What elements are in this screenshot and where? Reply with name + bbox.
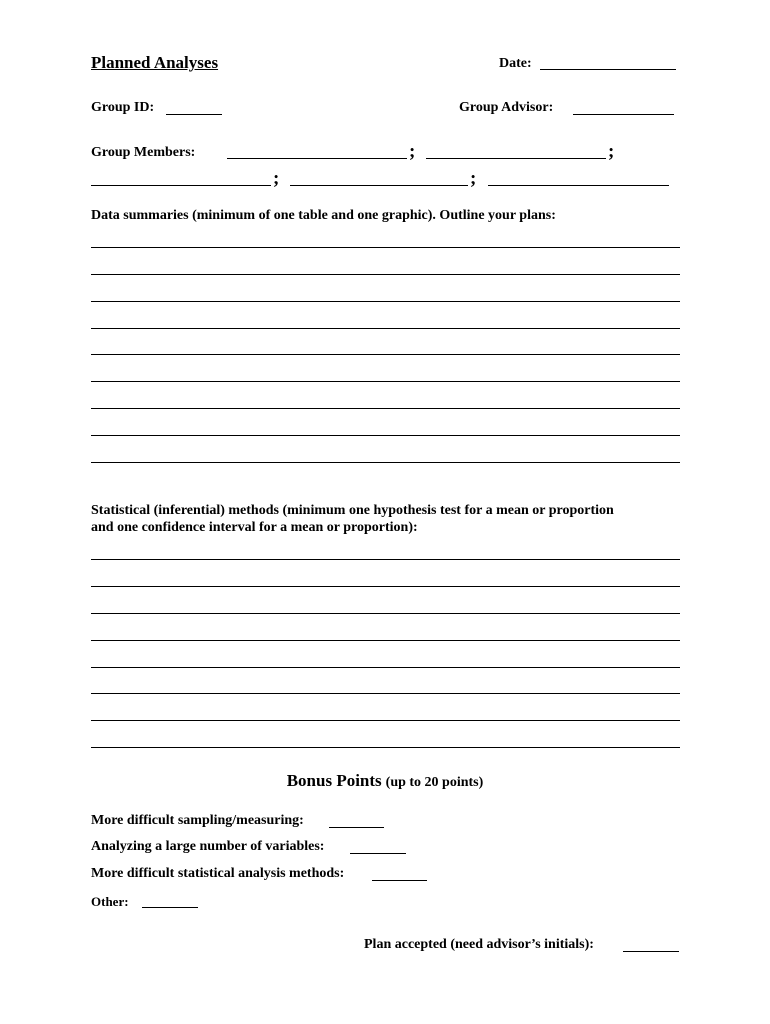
data-summaries-line[interactable] bbox=[91, 408, 680, 409]
data-summaries-line[interactable] bbox=[91, 435, 680, 436]
member-separator: ; bbox=[273, 168, 280, 189]
member-field-1[interactable] bbox=[227, 158, 407, 159]
data-summaries-line[interactable] bbox=[91, 328, 680, 329]
bonus-heading bbox=[0, 771, 770, 791]
bonus-methods-field[interactable] bbox=[372, 880, 427, 881]
statistical-line[interactable] bbox=[91, 747, 680, 748]
data-summaries-line[interactable] bbox=[91, 381, 680, 382]
statistical-line[interactable] bbox=[91, 559, 680, 560]
bonus-item-methods: More difficult statistical analysis methods: bbox=[91, 866, 345, 881]
member-separator: ; bbox=[470, 168, 477, 189]
group-advisor-field[interactable] bbox=[573, 114, 674, 115]
date-label: Date: bbox=[499, 56, 532, 71]
advisor-initials-field[interactable] bbox=[623, 951, 679, 952]
statistical-line[interactable] bbox=[91, 586, 680, 587]
member-field-5[interactable] bbox=[488, 185, 669, 186]
member-field-4[interactable] bbox=[290, 185, 468, 186]
date-field[interactable] bbox=[540, 69, 676, 70]
group-id-field[interactable] bbox=[166, 114, 222, 115]
bonus-subtitle: (up to 20 points) bbox=[385, 775, 484, 790]
member-field-3[interactable] bbox=[91, 185, 271, 186]
statistical-line[interactable] bbox=[91, 667, 680, 668]
statistical-line[interactable] bbox=[91, 720, 680, 721]
member-separator: ; bbox=[608, 141, 615, 162]
data-summaries-line[interactable] bbox=[91, 274, 680, 275]
data-summaries-line[interactable] bbox=[91, 354, 680, 355]
bonus-variables-field[interactable] bbox=[350, 853, 406, 854]
group-id-label: Group ID: bbox=[91, 100, 155, 115]
bonus-other-field[interactable] bbox=[142, 907, 198, 908]
bonus-sampling-field[interactable] bbox=[329, 827, 384, 828]
data-summaries-line[interactable] bbox=[91, 301, 680, 302]
statistical-prompt-line-1: Statistical (inferential) methods (minimum one hypothesis test for a mean or proportion bbox=[91, 503, 614, 518]
member-separator: ; bbox=[409, 141, 416, 162]
data-summaries-line[interactable] bbox=[91, 247, 680, 248]
member-field-2[interactable] bbox=[426, 158, 606, 159]
data-summaries-line[interactable] bbox=[91, 462, 680, 463]
group-advisor-label: Group Advisor: bbox=[459, 100, 554, 115]
statistical-prompt-line-2: and one confidence interval for a mean or proportion): bbox=[91, 520, 418, 535]
statistical-line[interactable] bbox=[91, 613, 680, 614]
statistical-line[interactable] bbox=[91, 693, 680, 694]
plan-accepted-label: Plan accepted (need advisor’s initials): bbox=[364, 937, 594, 952]
statistical-line[interactable] bbox=[91, 640, 680, 641]
data-summaries-prompt: Data summaries (minimum of one table and one graphic). Outline your plans: bbox=[91, 208, 556, 223]
bonus-item-variables: Analyzing a large number of variables: bbox=[91, 839, 325, 854]
bonus-item-sampling: More difficult sampling/measuring: bbox=[91, 813, 304, 828]
bonus-item-other: Other: bbox=[91, 894, 129, 909]
page-title: Planned Analyses bbox=[91, 53, 219, 72]
group-members-label: Group Members: bbox=[91, 145, 196, 160]
bonus-title: Bonus Points bbox=[286, 771, 382, 790]
